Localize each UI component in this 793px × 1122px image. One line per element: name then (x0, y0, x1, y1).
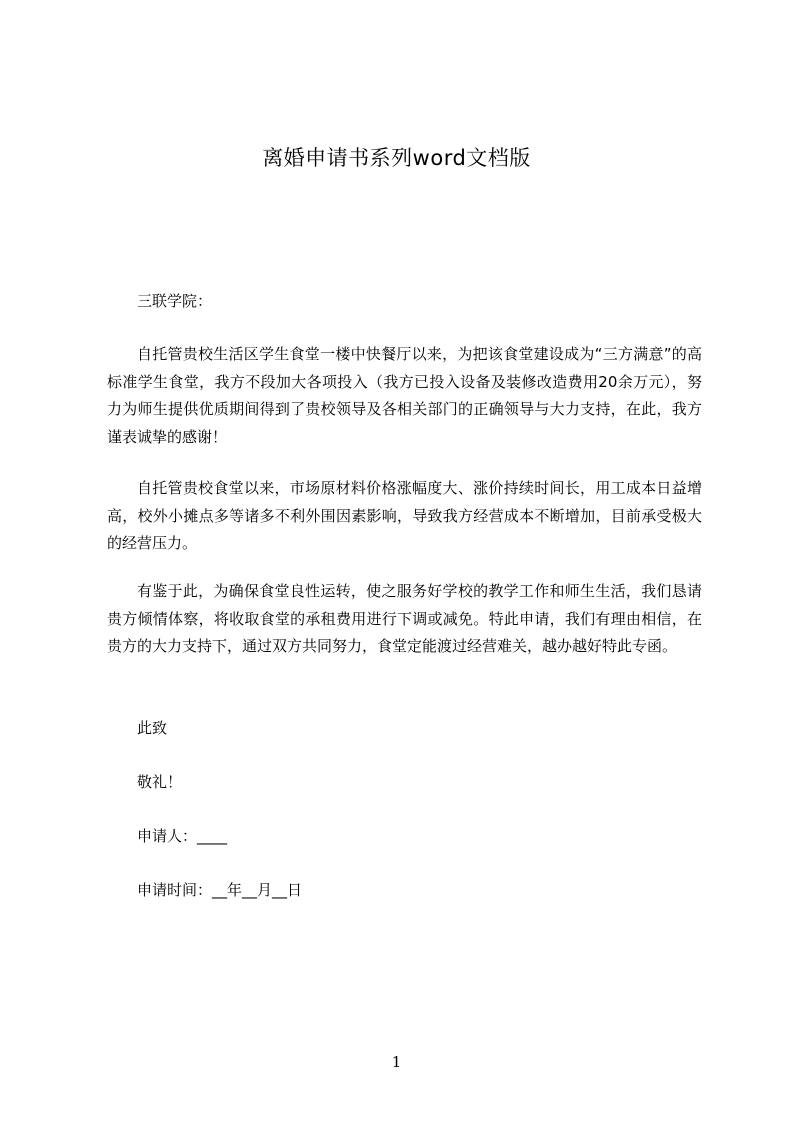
applicant-line: 申请人：____ (137, 827, 228, 845)
body-paragraph-1: 自托管贵校生活区学生食堂一楼中快餐厅以来，为把该食堂建设成为“三方满意”的高标准学生食堂，我方不段加大各项投入（我方已投入设备及装修改造费用20余万元），努力为师生提供优质期间得到了贵校领导及各相关部门的正确领导与大力支持，在此，我方谨表诚挚的感谢！ (107, 345, 702, 446)
closing-phrase: 此致 (137, 719, 168, 737)
salutation: 敬礼！ (137, 773, 183, 791)
body-paragraph-2: 自托管贵校食堂以来，市场原材料价格涨幅度大、涨价持续时间长，用工成本日益增高，校外小摊点多等诸多不利外围因素影响，导致我方经营成本不断增加，目前承受极大的经营压力。 (107, 479, 702, 552)
body-paragraph-3: 有鉴于此，为确保食堂良性运转，使之服务好学校的教学工作和师生生活，我们恳请贵方倾情体察，将收取食堂的承租费用进行下调或减免。特此申请，我们有理由相信，在贵方的大力支持下，通过双方共同努力，食堂定能渡过经营难关，越办越好特此专函。 (107, 582, 702, 655)
application-date-line: 申请时间：__年__月__日 (137, 881, 303, 899)
page-number: 1 (391, 1053, 402, 1071)
document-title: 离婚申请书系列word文档版 (262, 146, 531, 170)
addressee: 三联学院： (137, 292, 213, 310)
